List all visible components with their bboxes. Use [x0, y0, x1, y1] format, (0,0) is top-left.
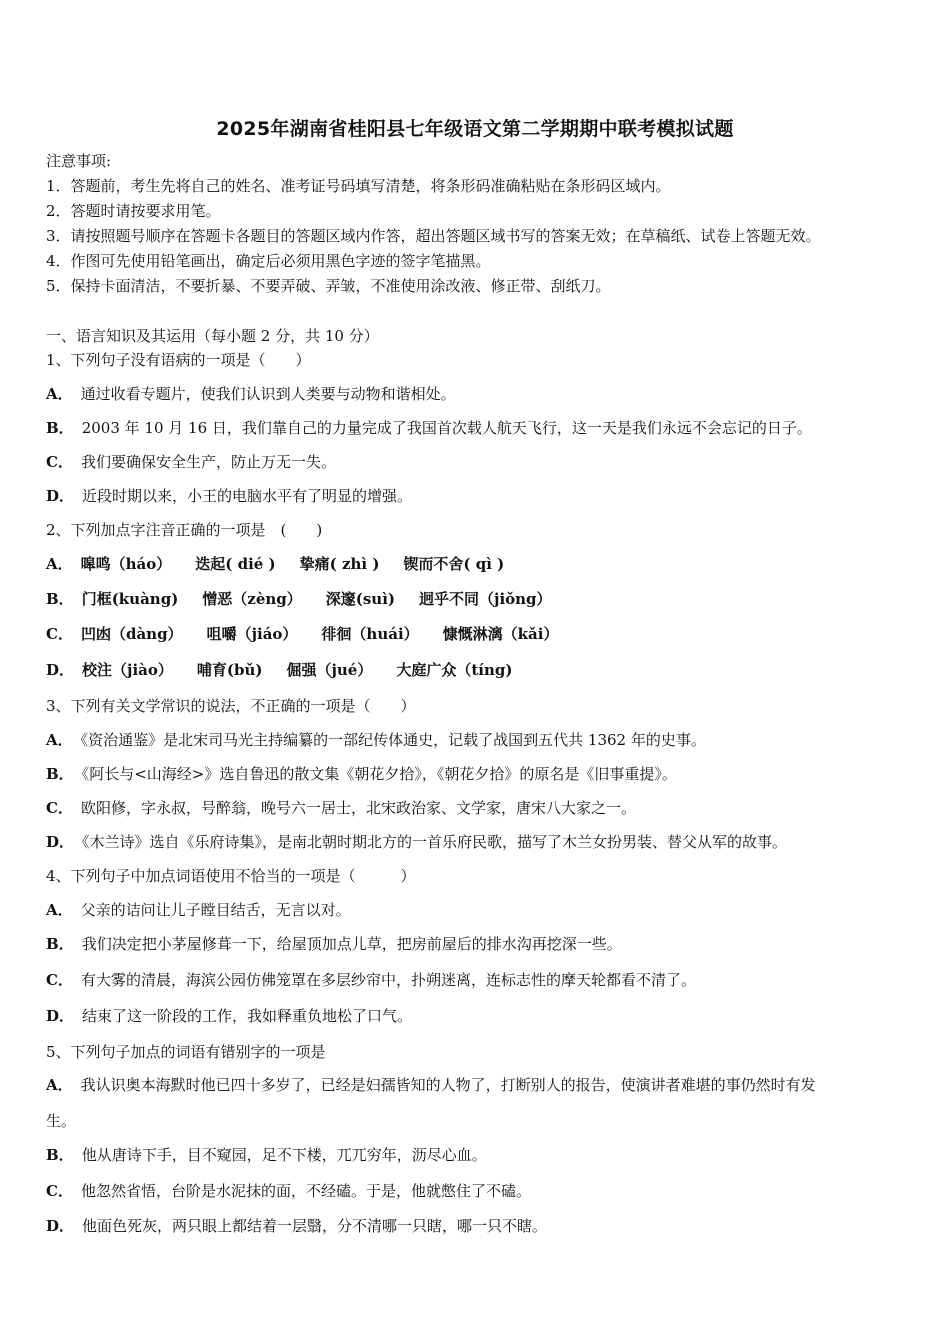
option-label: D．: [46, 487, 75, 505]
pinyin-item: 迥乎不同（jiǒng）: [419, 590, 552, 608]
question-stem: 5、下列句子加点的词语有错别字的一项是: [46, 1043, 326, 1061]
section-heading: 一、语言知识及其运用（每小题 2 分，共 10 分）: [46, 327, 379, 345]
option-label: B．: [46, 590, 74, 608]
option-row: [46, 1075, 816, 1095]
question-stem: 4、下列句子中加点词语使用不恰当的一项是（ ）: [46, 867, 416, 885]
option-label: D．: [46, 1217, 75, 1235]
option-row: [46, 1181, 531, 1201]
option-label: B．: [46, 765, 74, 783]
pinyin-item: 大庭广众（tíng): [396, 661, 513, 679]
notice-item: 2．答题时请按要求用笔。: [46, 202, 221, 220]
option-label: B．: [46, 419, 74, 437]
option-row: [46, 1145, 487, 1165]
pinyin-item: 门框(kuàng): [81, 590, 179, 608]
option-row: [46, 730, 706, 750]
pinyin-item: 慷慨淋漓（kǎi）: [442, 625, 559, 643]
option-text: 他从唐诗下手，目不窥园，足不下楼，兀兀穷年，沥尽心血。: [81, 1146, 487, 1164]
option-label: C．: [46, 971, 73, 989]
notice-item: 3．请按照题号顺序在答题卡各题目的答题区域内作答，超出答题区域书写的答案无效；在草稿纸、试卷上答题无效。: [46, 227, 821, 245]
option-row: [46, 418, 812, 438]
pinyin-item: 凹凼（dàng）: [80, 625, 183, 643]
option-label: C．: [46, 799, 73, 817]
notice-heading: 注意事项:: [46, 152, 112, 170]
option-label: C．: [46, 625, 73, 643]
option-label: D．: [46, 833, 75, 851]
page-title: 2025年湖南省桂阳县七年级语文第二学期期中联考模拟试题: [216, 118, 734, 140]
pinyin-item: 哺育(bǔ): [196, 661, 263, 679]
pinyin-item: 徘徊（huái）: [321, 625, 419, 643]
option-label: C．: [46, 1182, 73, 1200]
option-text: 通过收看专题片，使我们认识到人类要与动物和谐相处。: [80, 385, 456, 403]
option-text: 近段时期以来，小王的电脑水平有了明显的增强。: [82, 487, 413, 505]
option-row: [46, 764, 677, 784]
question-stem: 2、下列加点字注音正确的一项是 ( ): [46, 521, 323, 539]
option-label: A．: [46, 731, 73, 749]
option-row: [46, 452, 336, 472]
option-text: 2003 年 10 月 16 日，我们靠自己的力量完成了我国首次载人航天飞行，这一天是我们永远不会忘记的日子。: [81, 419, 812, 437]
pinyin-item: 挚痛( zhì ): [299, 555, 380, 573]
option-row: [46, 554, 528, 574]
pinyin-item: 嗥鸣（háo）: [80, 555, 172, 573]
pinyin-item: 倔强（jué）: [286, 661, 373, 679]
option-text: 他忽然省悟，台阶是水泥抹的面，不经磕。于是，他就憋住了不磕。: [80, 1182, 531, 1200]
pinyin-item: 深邃(suì): [325, 590, 396, 608]
notice-item: 1．答题前，考生先将自己的姓名、准考证号码填写清楚，将条形码准确粘贴在条形码区域内。: [46, 177, 671, 195]
option-row: [46, 384, 456, 404]
option-label: D．: [46, 1007, 75, 1025]
option-label: A．: [46, 385, 73, 403]
question-stem: 1、下列句子没有语病的一项是（ ）: [46, 351, 311, 369]
option-text: 欧阳修，字永叔，号醉翁，晚号六一居士，北宋政治家、文学家，唐宋八大家之一。: [80, 799, 636, 817]
option-label: A．: [46, 555, 73, 573]
option-row: [46, 900, 351, 920]
option-text: 《木兰诗》选自《乐府诗集》，是南北朝时期北方的一首乐府民歌，描写了木兰女扮男装、替父从军的故事。: [82, 833, 788, 851]
option-row: [46, 624, 582, 644]
option-label: A．: [46, 1076, 73, 1094]
option-row: [46, 798, 636, 818]
notice-item: 4．作图可先使用铅笔画出，确定后必须用黑色字迹的签字笔描黑。: [46, 252, 491, 270]
option-row: [46, 970, 696, 990]
pinyin-item: 校注（jiào）: [82, 661, 173, 679]
notice-item: 5．保持卡面清洁，不要折暴、不要弄破、弄皱，不准使用涂改液、修正带、刮纸刀。: [46, 277, 611, 295]
option-row: [46, 832, 787, 852]
option-row: [46, 1216, 547, 1236]
pinyin-item: 憎恶（zèng）: [202, 590, 302, 608]
option-text: 有大雾的清晨，海滨公园仿佛笼罩在多层纱帘中，扑朔迷离，连标志性的摩天轮都看不清了。: [80, 971, 696, 989]
option-text: 我认识奥本海默时他已四十多岁了，已经是妇孺皆知的人物了，打断别人的报告，使演讲者难堪的事仍然时有发: [80, 1076, 816, 1094]
option-row: [46, 660, 536, 680]
option-row: [46, 934, 622, 954]
option-label: C．: [46, 453, 73, 471]
question-stem: 3、下列有关文学常识的说法，不正确的一项是（ ）: [46, 697, 416, 715]
option-text: 我们决定把小茅屋修葺一下，给屋顶加点儿草，把房前屋后的排水沟再挖深一些。: [81, 935, 622, 953]
option-continuation: 生。: [46, 1112, 77, 1130]
pinyin-item: 咀嚼（jiáo）: [206, 625, 298, 643]
pinyin-item: 迭起( dié ): [195, 555, 276, 573]
option-row: [46, 486, 412, 506]
option-label: B．: [46, 1146, 74, 1164]
option-text: 《资治通鉴》是北宋司马光主持编纂的一部纪传体通史，记载了战国到五代共 1362 年的史事。: [80, 731, 706, 749]
option-row: [46, 589, 576, 609]
option-text: 《阿长与<山海经>》选自鲁迅的散文集《朝花夕拾》，《朝花夕拾》的原名是《旧事重提》。: [81, 765, 677, 783]
option-text: 父亲的诘问让儿子瞠目结舌，无言以对。: [80, 901, 351, 919]
option-label: A．: [46, 901, 73, 919]
option-text: 结束了这一阶段的工作，我如释重负地松了口气。: [82, 1007, 413, 1025]
option-text: 我们要确保安全生产，防止万无一失。: [80, 453, 336, 471]
option-text: 他面色死灰，两只眼上都结着一层翳，分不清哪一只瞎，哪一只不瞎。: [82, 1217, 548, 1235]
option-label: B．: [46, 935, 74, 953]
option-row: [46, 1006, 412, 1026]
pinyin-item: 锲而不舍( qì ): [403, 555, 505, 573]
option-label: D．: [46, 661, 75, 679]
